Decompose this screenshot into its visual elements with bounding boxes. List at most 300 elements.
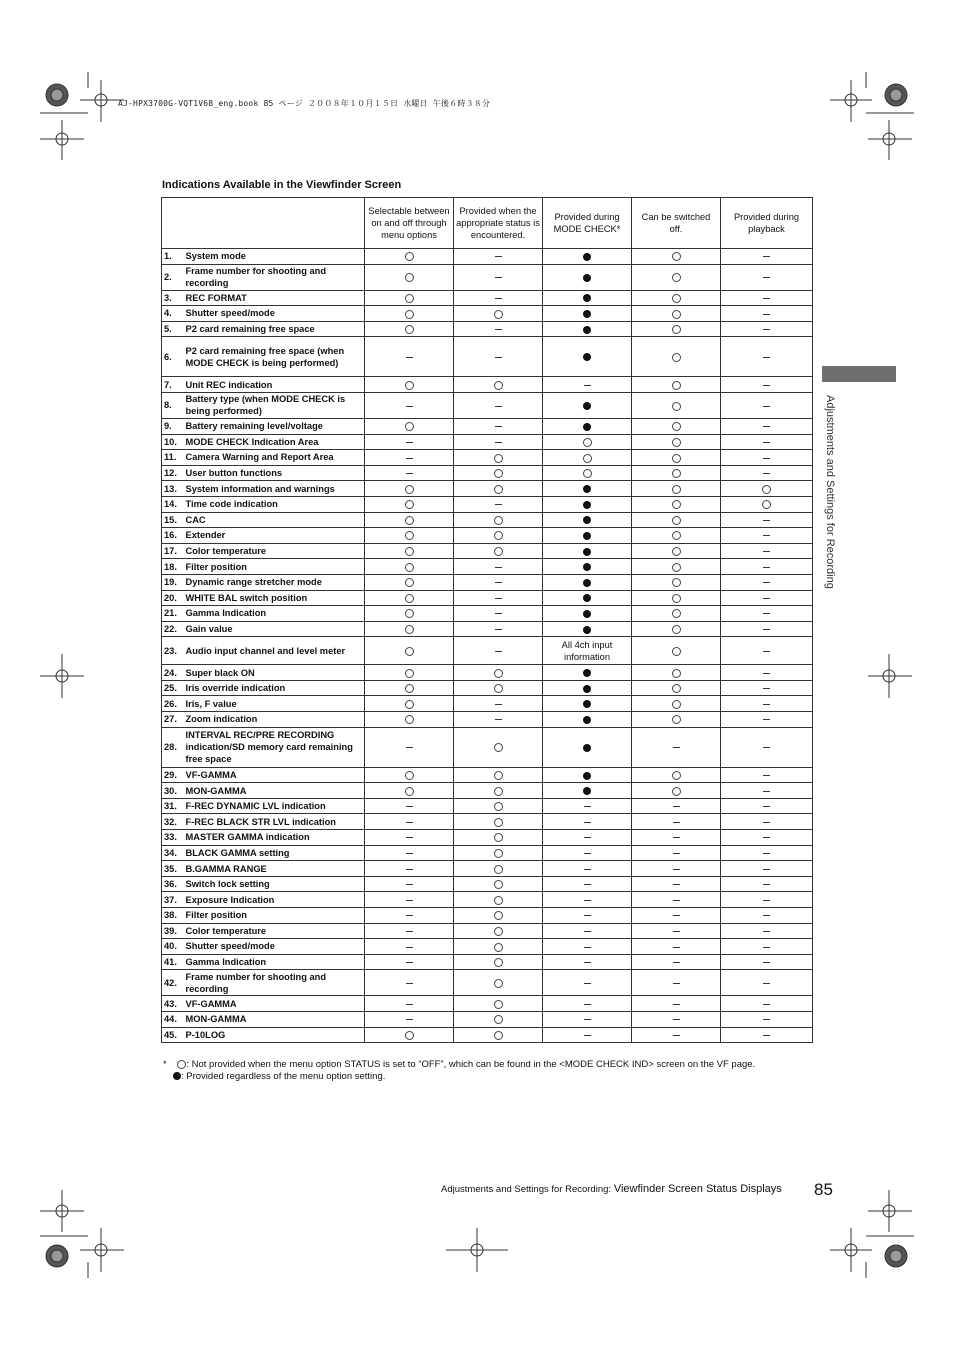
status-cell (454, 1011, 543, 1027)
open-circle-icon (494, 911, 503, 920)
status-cell (543, 481, 632, 497)
status-cell (365, 814, 454, 830)
open-circle-icon (405, 325, 414, 334)
dash-icon (673, 822, 680, 823)
dash-icon (495, 719, 502, 720)
dash-icon (495, 256, 502, 257)
status-cell (632, 337, 721, 377)
table-row (162, 845, 813, 861)
status-cell (365, 767, 454, 783)
dash-icon (763, 651, 770, 652)
status-cell (365, 377, 454, 393)
status-cell (454, 606, 543, 622)
status-cell (454, 590, 543, 606)
filled-circle-icon (583, 485, 591, 493)
status-cell (721, 377, 813, 393)
table-row (162, 606, 813, 622)
dash-icon (763, 853, 770, 854)
status-cell (543, 496, 632, 512)
open-circle-icon (405, 647, 414, 656)
print-header-line: AJ-HPX3700G-VQT1V68_eng.book 85 ページ ２００８年１０月１５日 水曜日 午後６時３８分 (118, 99, 491, 108)
dash-icon (584, 853, 591, 854)
status-cell (721, 845, 813, 861)
open-circle-icon (672, 469, 681, 478)
status-cell (632, 996, 721, 1012)
status-cell (632, 892, 721, 908)
row-label: System information and warnings (184, 481, 365, 497)
dash-icon (763, 962, 770, 963)
status-cell (721, 923, 813, 939)
dash-icon (406, 822, 413, 823)
open-circle-icon (494, 787, 503, 796)
table-row (162, 696, 813, 712)
row-label: MON-GAMMA (184, 783, 365, 799)
table-row (162, 680, 813, 696)
status-cell (543, 727, 632, 767)
table-row (162, 954, 813, 970)
table-row (162, 798, 813, 814)
dash-icon (406, 884, 413, 885)
status-cell (365, 892, 454, 908)
status-cell (721, 637, 813, 665)
status-cell (543, 908, 632, 924)
dash-icon (406, 406, 413, 407)
dash-icon (406, 931, 413, 932)
table-row (162, 337, 813, 377)
row-number: 11. (162, 450, 184, 466)
status-cell (543, 696, 632, 712)
filled-circle-icon (583, 787, 591, 795)
dash-icon (763, 357, 770, 358)
status-cell (365, 665, 454, 681)
header-blank (162, 198, 365, 249)
open-circle-icon (672, 325, 681, 334)
footnote-asterisk: * (163, 1059, 167, 1070)
open-circle-icon (494, 927, 503, 936)
table-row (162, 543, 813, 559)
filled-circle-icon (583, 610, 591, 618)
table-row (162, 306, 813, 322)
status-cell (632, 321, 721, 337)
status-cell (365, 970, 454, 996)
row-number: 1. (162, 249, 184, 265)
status-cell (721, 970, 813, 996)
open-circle-icon (405, 273, 414, 282)
open-circle-icon (672, 594, 681, 603)
filled-circle-icon (583, 669, 591, 677)
status-cell (543, 306, 632, 322)
status-cell (721, 939, 813, 955)
status-cell (721, 665, 813, 681)
status-cell (632, 418, 721, 434)
status-cell (543, 923, 632, 939)
open-circle-icon (494, 880, 503, 889)
dash-icon (763, 298, 770, 299)
open-circle-icon (494, 454, 503, 463)
status-cell (454, 876, 543, 892)
row-label: REC FORMAT (184, 290, 365, 306)
status-cell (543, 528, 632, 544)
filled-circle-icon (583, 532, 591, 540)
status-cell (365, 798, 454, 814)
status-cell (543, 680, 632, 696)
status-cell (454, 814, 543, 830)
row-label: Battery type (when MODE CHECK is being performed) (184, 392, 365, 418)
row-label: Frame number for shooting and recording (184, 970, 365, 996)
dash-icon (495, 613, 502, 614)
dash-icon (763, 535, 770, 536)
status-cell (632, 543, 721, 559)
status-cell (632, 465, 721, 481)
status-cell (365, 290, 454, 306)
row-number: 24. (162, 665, 184, 681)
open-circle-icon (672, 485, 681, 494)
open-circle-icon (405, 715, 414, 724)
page-number: 85 (814, 1180, 833, 1199)
status-cell (365, 481, 454, 497)
status-cell (632, 861, 721, 877)
row-number: 18. (162, 559, 184, 575)
open-circle-icon (494, 485, 503, 494)
column-header: Provided during playback (721, 198, 813, 249)
status-cell (454, 512, 543, 528)
chapter-tab (822, 366, 896, 382)
dash-icon (763, 719, 770, 720)
dash-icon (763, 884, 770, 885)
open-circle-icon (583, 469, 592, 478)
status-cell (454, 249, 543, 265)
dash-icon (763, 551, 770, 552)
row-number: 12. (162, 465, 184, 481)
open-circle-icon (405, 252, 414, 261)
open-circle-icon (672, 669, 681, 678)
table-row (162, 861, 813, 877)
open-circle-icon (672, 531, 681, 540)
open-circle-icon (672, 771, 681, 780)
status-cell (365, 727, 454, 767)
dash-icon (584, 962, 591, 963)
dash-icon (584, 806, 591, 807)
status-cell (543, 418, 632, 434)
dash-icon (763, 473, 770, 474)
status-cell (365, 434, 454, 450)
status-cell (365, 528, 454, 544)
status-cell (454, 908, 543, 924)
open-circle-icon (672, 273, 681, 282)
status-cell (721, 574, 813, 590)
row-label: Zoom indication (184, 712, 365, 728)
status-cell (543, 559, 632, 575)
status-cell (543, 1027, 632, 1043)
row-label: P-10LOG (184, 1027, 365, 1043)
status-cell (632, 783, 721, 799)
dash-icon (495, 504, 502, 505)
row-number: 45. (162, 1027, 184, 1043)
table-row (162, 892, 813, 908)
status-cell (454, 637, 543, 665)
open-circle-icon (762, 500, 771, 509)
dash-icon (495, 582, 502, 583)
row-number: 26. (162, 696, 184, 712)
row-label: WHITE BAL switch position (184, 590, 365, 606)
status-cell (543, 996, 632, 1012)
status-cell (721, 450, 813, 466)
status-cell (721, 954, 813, 970)
status-cell (454, 543, 543, 559)
filled-circle-icon (173, 1072, 181, 1080)
row-number: 38. (162, 908, 184, 924)
dash-icon (673, 983, 680, 984)
dash-icon (406, 983, 413, 984)
status-cell (632, 637, 721, 665)
dash-icon (495, 651, 502, 652)
dash-icon (406, 473, 413, 474)
footer-section: Adjustments and Settings for Recording: (441, 1184, 612, 1195)
status-cell (454, 450, 543, 466)
dash-icon (406, 837, 413, 838)
status-cell (632, 574, 721, 590)
filled-circle-icon (583, 579, 591, 587)
table-row (162, 876, 813, 892)
row-number: 31. (162, 798, 184, 814)
dash-icon (673, 806, 680, 807)
status-cell (632, 450, 721, 466)
dash-icon (406, 962, 413, 963)
status-cell (543, 321, 632, 337)
row-number: 22. (162, 621, 184, 637)
filled-circle-icon (583, 563, 591, 571)
row-label: Shutter speed/mode (184, 939, 365, 955)
row-label: Dynamic range stretcher mode (184, 574, 365, 590)
chapter-side-label: Adjustments and Settings for Recording (824, 395, 836, 589)
status-cell (454, 496, 543, 512)
dash-icon (763, 791, 770, 792)
status-cell (543, 845, 632, 861)
open-circle-icon (494, 381, 503, 390)
row-label: B.GAMMA RANGE (184, 861, 365, 877)
status-cell (365, 465, 454, 481)
open-circle-icon (672, 438, 681, 447)
open-circle-icon (405, 563, 414, 572)
dash-icon (763, 442, 770, 443)
row-number: 36. (162, 876, 184, 892)
open-circle-icon (494, 1031, 503, 1040)
status-cell (365, 712, 454, 728)
status-cell (365, 621, 454, 637)
open-circle-icon (405, 422, 414, 431)
status-cell (543, 830, 632, 846)
status-cell (543, 798, 632, 814)
dash-icon (584, 1004, 591, 1005)
dash-icon (763, 900, 770, 901)
status-cell (454, 377, 543, 393)
row-label: User button functions (184, 465, 365, 481)
dash-icon (763, 520, 770, 521)
dash-icon (584, 837, 591, 838)
open-circle-icon (494, 547, 503, 556)
status-cell (543, 450, 632, 466)
dash-icon (406, 869, 413, 870)
column-header: Provided when the appropriate status is encountered. (454, 198, 543, 249)
status-cell (721, 1011, 813, 1027)
dash-icon (495, 426, 502, 427)
status-cell (721, 767, 813, 783)
dash-icon (763, 1035, 770, 1036)
row-label: INTERVAL REC/PRE RECORDING indication/SD memory card remaining free space (184, 727, 365, 767)
status-cell (721, 861, 813, 877)
dash-icon (763, 458, 770, 459)
status-cell: All 4ch input information (543, 637, 632, 665)
status-cell (365, 939, 454, 955)
dash-icon (584, 915, 591, 916)
status-cell (543, 290, 632, 306)
table-row (162, 923, 813, 939)
dash-icon (763, 931, 770, 932)
status-cell (543, 712, 632, 728)
open-circle-icon (494, 849, 503, 858)
status-cell (543, 465, 632, 481)
status-cell (721, 696, 813, 712)
status-cell (721, 908, 813, 924)
status-cell (632, 727, 721, 767)
status-cell (632, 814, 721, 830)
open-circle-icon (405, 310, 414, 319)
dash-icon (673, 869, 680, 870)
open-circle-icon (177, 1060, 186, 1069)
status-cell (365, 559, 454, 575)
open-circle-icon (494, 469, 503, 478)
row-label: Super black ON (184, 665, 365, 681)
table-row (162, 392, 813, 418)
filled-circle-icon (583, 716, 591, 724)
row-number: 37. (162, 892, 184, 908)
dash-icon (763, 582, 770, 583)
row-number: 23. (162, 637, 184, 665)
status-cell (365, 418, 454, 434)
row-label: Audio input channel and level meter (184, 637, 365, 665)
row-number: 7. (162, 377, 184, 393)
dash-icon (673, 747, 680, 748)
status-cell (365, 450, 454, 466)
row-number: 13. (162, 481, 184, 497)
status-cell (543, 1011, 632, 1027)
status-cell (365, 845, 454, 861)
status-cell (365, 996, 454, 1012)
table-row (162, 377, 813, 393)
dash-icon (763, 1004, 770, 1005)
dash-icon (584, 983, 591, 984)
status-cell (543, 783, 632, 799)
dash-icon (763, 806, 770, 807)
open-circle-icon (494, 310, 503, 319)
status-cell (365, 923, 454, 939)
dash-icon (763, 983, 770, 984)
status-cell (632, 481, 721, 497)
row-label: Time code indication (184, 496, 365, 512)
open-circle-icon (672, 402, 681, 411)
status-cell (365, 306, 454, 322)
table-row (162, 727, 813, 767)
row-number: 16. (162, 528, 184, 544)
status-cell (632, 845, 721, 861)
dash-icon (584, 1019, 591, 1020)
status-cell (721, 528, 813, 544)
status-cell (632, 954, 721, 970)
status-cell (454, 939, 543, 955)
row-number: 30. (162, 783, 184, 799)
status-cell (543, 512, 632, 528)
row-number: 28. (162, 727, 184, 767)
row-label: Shutter speed/mode (184, 306, 365, 322)
row-number: 5. (162, 321, 184, 337)
open-circle-icon (494, 802, 503, 811)
row-number: 41. (162, 954, 184, 970)
status-cell (454, 923, 543, 939)
table-row (162, 264, 813, 290)
status-cell (632, 496, 721, 512)
status-cell (632, 264, 721, 290)
filled-circle-icon (583, 700, 591, 708)
column-header: Provided during MODE CHECK* (543, 198, 632, 249)
open-circle-icon (405, 516, 414, 525)
status-cell (454, 767, 543, 783)
table-row (162, 465, 813, 481)
filled-circle-icon (583, 310, 591, 318)
status-cell (543, 814, 632, 830)
dash-icon (495, 704, 502, 705)
dash-icon (763, 613, 770, 614)
status-cell (721, 814, 813, 830)
dash-icon (763, 775, 770, 776)
status-cell (365, 783, 454, 799)
status-cell (632, 665, 721, 681)
dash-icon (763, 567, 770, 568)
open-circle-icon (405, 578, 414, 587)
open-circle-icon (672, 547, 681, 556)
status-cell (454, 1027, 543, 1043)
open-circle-icon (405, 547, 414, 556)
status-cell (454, 290, 543, 306)
row-label: Gamma Indication (184, 606, 365, 622)
row-label: MASTER GAMMA indication (184, 830, 365, 846)
dash-icon (673, 837, 680, 838)
status-cell (543, 337, 632, 377)
status-cell (721, 783, 813, 799)
table-row (162, 559, 813, 575)
row-number: 33. (162, 830, 184, 846)
open-circle-icon (494, 943, 503, 952)
status-cell (632, 249, 721, 265)
status-cell (632, 528, 721, 544)
row-number: 4. (162, 306, 184, 322)
open-circle-icon (405, 684, 414, 693)
status-cell (454, 337, 543, 377)
dash-icon (495, 598, 502, 599)
table-row (162, 996, 813, 1012)
status-cell (632, 590, 721, 606)
filled-circle-icon (583, 548, 591, 556)
dash-icon (763, 329, 770, 330)
indications-table (161, 197, 813, 1043)
status-cell (454, 727, 543, 767)
table-row (162, 1011, 813, 1027)
status-cell (721, 996, 813, 1012)
dash-icon (584, 947, 591, 948)
dash-icon (763, 704, 770, 705)
footnote-filled-circle (173, 1071, 385, 1082)
row-label: F-REC BLACK STR LVL indication (184, 814, 365, 830)
status-cell (454, 712, 543, 728)
